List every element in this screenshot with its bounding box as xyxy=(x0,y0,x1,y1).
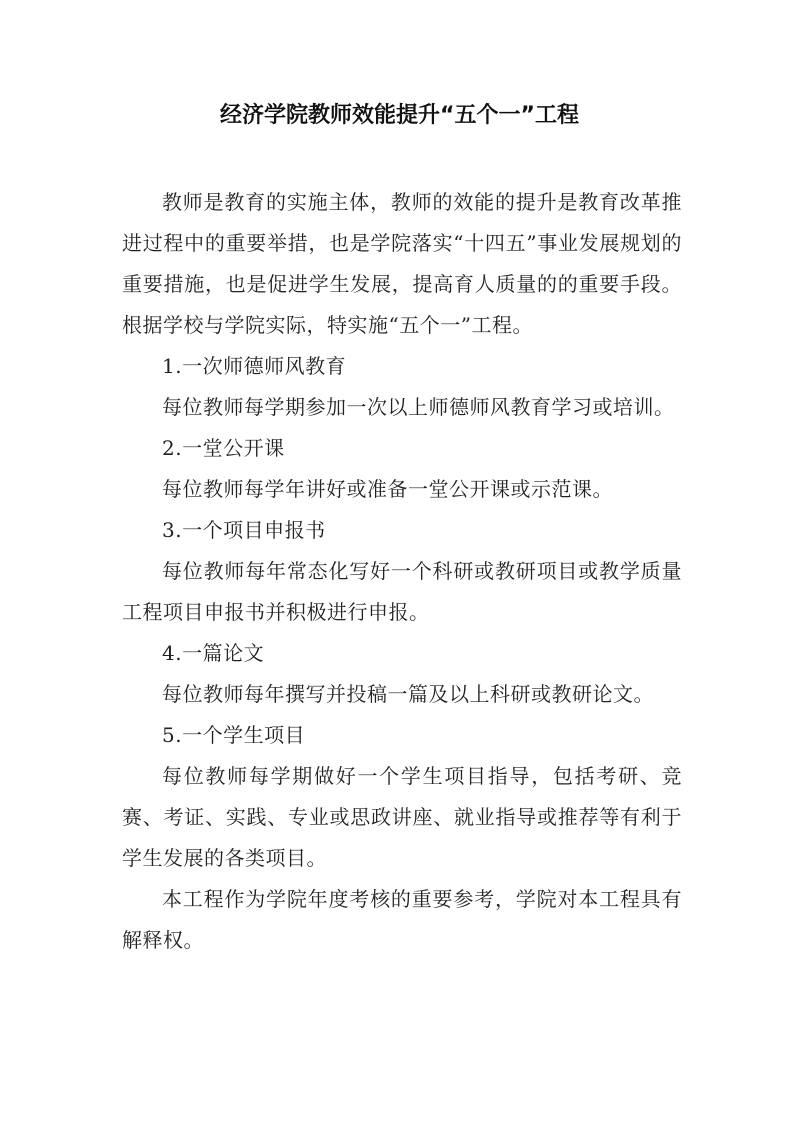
document-title: 经济学院教师效能提升“五个一”工程 xyxy=(220,103,579,128)
item-3-heading: 3.一个项目申报书 xyxy=(162,518,326,542)
closing-paragraph: 本工程作为学院年度考核的重要参考，学院对本工程具有解释权。 xyxy=(122,887,682,952)
item-4-heading: 4.一篇论文 xyxy=(162,641,265,665)
item-3-text: 每位教师每年常态化写好一个科研或教研项目或教学质量工程项目申报书并积极进行申报。 xyxy=(122,559,682,624)
item-5-heading: 5.一个学生项目 xyxy=(162,723,306,747)
item-5-text: 每位教师每学期做好一个学生项目指导，包括考研、竞赛、考证、实践、专业或思政讲座、就业指导或推荐等有利于学生发展的各类项目。 xyxy=(122,764,682,870)
item-1-heading: 1.一次师德师风教育 xyxy=(162,354,347,378)
intro-paragraph: 教师是教育的实施主体，教师的效能的提升是教育改革推进过程中的重要举措，也是学院落实“十四五”事业发展规划的重要措施，也是促进学生发展，提高育人质量的的重要手段。根据学校与学院实际，特实施“五个一”工程。 xyxy=(122,190,682,337)
document-body xyxy=(122,182,682,961)
item-2-heading: 2.一堂公开课 xyxy=(162,436,285,460)
item-2-text: 每位教师每学年讲好或准备一堂公开课或示范课。 xyxy=(162,477,613,501)
item-4-text: 每位教师每年撰写并投稿一篇及以上科研或教研论文。 xyxy=(162,682,654,706)
item-1-text: 每位教师每学期参加一次以上师德师风教育学习或培训。 xyxy=(162,395,675,419)
